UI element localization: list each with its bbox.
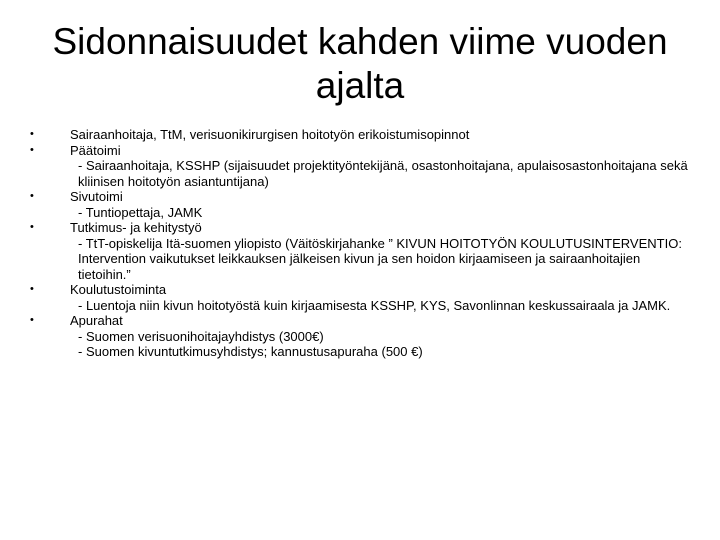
list-item-detail: - Suomen kivuntutkimusyhdistys; kannustusapuraha (500 €) (78, 344, 423, 359)
list-item-research (30, 220, 690, 282)
list-item-detail: - TtT-opiskelija Itä-suomen yliopisto (Väitöskirjahanke ” KIVUN HOITOTYÖN KOULUTUSINTERVENTIO: Intervention vaikutukset leikkauksen jälkeisen kivun ja sen hoidon kirjaamiseen ja sairaanhoitajien tietoihin.” (78, 235, 682, 282)
list-item-detail: - Suomen verisuonihoitajayhdistys (3000€) (78, 328, 324, 344)
list-item-heading: Apurahat (70, 313, 123, 328)
bullet-icon: • (30, 190, 34, 202)
bullet-icon: • (30, 128, 34, 140)
list-item-heading: Sairaanhoitaja, TtM, verisuonikirurgisen hoitotyön erikoistumisopinnot (70, 127, 470, 142)
list-item-qualification (30, 127, 690, 143)
list-item-heading: Koulutustoiminta (70, 282, 167, 297)
list-item-heading: Sivutoimi (70, 189, 123, 204)
list-item-detail: - Tuntiopettaja, JAMK (78, 204, 203, 220)
bullet-icon: • (30, 143, 34, 156)
bullet-icon: • (30, 221, 34, 233)
list-item-detail: - Sairaanhoitaja, KSSHP (sijaisuudet projektityöntekijänä, osastonhoitajana, apulaisosastonhoitajana sekä kliinisen hoitotyön asiantuntijana) (78, 158, 688, 189)
list-item-teaching (30, 282, 690, 313)
list-item-detail: - Luentoja niin kivun hoitotyöstä kuin kirjaamisesta KSSHP, KYS, Savonlinnan keskussairaala ja JAMK. (78, 297, 671, 313)
bullet-icon: • (30, 283, 34, 295)
list-item-side-job (30, 189, 690, 220)
bullet-list (30, 127, 690, 360)
list-item-grants (30, 313, 690, 360)
list-item-heading: Päätoimi (70, 142, 121, 158)
slide-title: Sidonnaisuudet kahden viime vuoden ajalta (52, 21, 668, 106)
bullet-icon: • (30, 314, 34, 326)
list-item-main-job (30, 143, 690, 190)
list-item-heading: Tutkimus- ja kehitystyö (70, 220, 202, 235)
